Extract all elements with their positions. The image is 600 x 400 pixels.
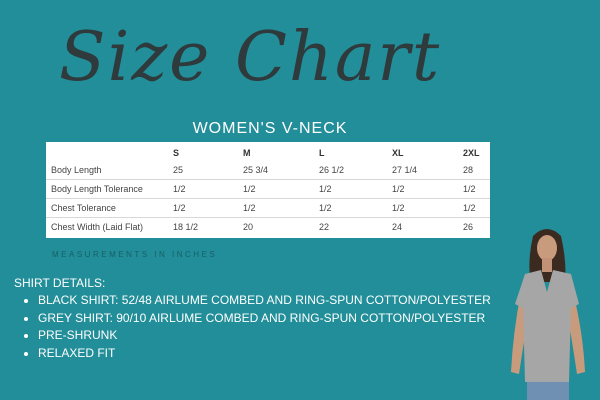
size-column-s: S	[173, 147, 180, 158]
table-cell: 26	[463, 218, 490, 237]
list-item: • GREY SHIRT: 90/10 AIRLUME COMBED AND RING-SPUN COTTON/POLYESTER	[38, 310, 491, 328]
table-row	[46, 180, 490, 199]
size-table	[46, 142, 490, 236]
size-table-header-row	[46, 142, 490, 161]
size-column-l: L	[319, 147, 325, 158]
model-neck	[542, 258, 552, 272]
shirt-details-heading: SHIRT DETAILS:	[14, 276, 106, 290]
row-label: Chest Tolerance	[46, 199, 173, 218]
table-cell: 1/2	[173, 180, 243, 199]
row-label: Body Length Tolerance	[46, 180, 173, 199]
table-cell: 18 1/2	[173, 218, 243, 237]
table-cell: 1/2	[243, 199, 319, 218]
table-cell: 28	[463, 165, 474, 175]
list-item: • RELAXED FIT	[38, 345, 491, 363]
table-cell: 22	[319, 218, 392, 237]
size-table-corner	[46, 142, 173, 161]
table-cell: 1/2	[463, 180, 490, 199]
table-row	[46, 218, 490, 237]
size-table-card	[46, 142, 490, 238]
table-cell: 26 1/2	[319, 165, 345, 175]
list-item: • BLACK SHIRT: 52/48 AIRLUME COMBED AND RING-SPUN COTTON/POLYESTER	[38, 292, 491, 310]
table-cell: 27 1/4	[392, 165, 418, 175]
row-label: Body Length	[51, 165, 102, 175]
table-cell: 1/2	[173, 199, 243, 218]
product-subtitle: WOMEN'S V-NECK	[192, 120, 348, 137]
size-column-xl: XL	[392, 147, 404, 158]
measurement-note: MEASUREMENTS IN INCHES	[52, 250, 218, 259]
table-cell: 1/2	[392, 180, 463, 199]
model-jeans	[527, 382, 569, 400]
list-item: • PRE-SHRUNK	[38, 327, 491, 345]
table-cell: 1/2	[243, 180, 319, 199]
table-row	[46, 199, 490, 218]
table-cell: 25	[173, 165, 184, 175]
model-face	[537, 235, 557, 261]
size-chart-title	[55, 8, 442, 103]
size-column-2xl: 2XL	[463, 147, 480, 158]
table-row	[46, 161, 490, 180]
table-cell: 1/2	[319, 180, 392, 199]
model-shirt	[515, 270, 579, 382]
table-cell: 25 3/4	[243, 165, 269, 175]
size-column-m: M	[243, 147, 251, 158]
model-photo	[495, 222, 600, 400]
shirt-details-list	[20, 292, 491, 362]
row-label: Chest Width (Laid Flat)	[46, 218, 173, 237]
table-cell: 1/2	[463, 199, 490, 218]
table-cell: 1/2	[392, 199, 463, 218]
size-chart-title-text: Size Chart	[59, 18, 442, 97]
table-cell: 1/2	[319, 199, 392, 218]
table-cell: 20	[243, 218, 319, 237]
table-cell: 24	[392, 218, 463, 237]
